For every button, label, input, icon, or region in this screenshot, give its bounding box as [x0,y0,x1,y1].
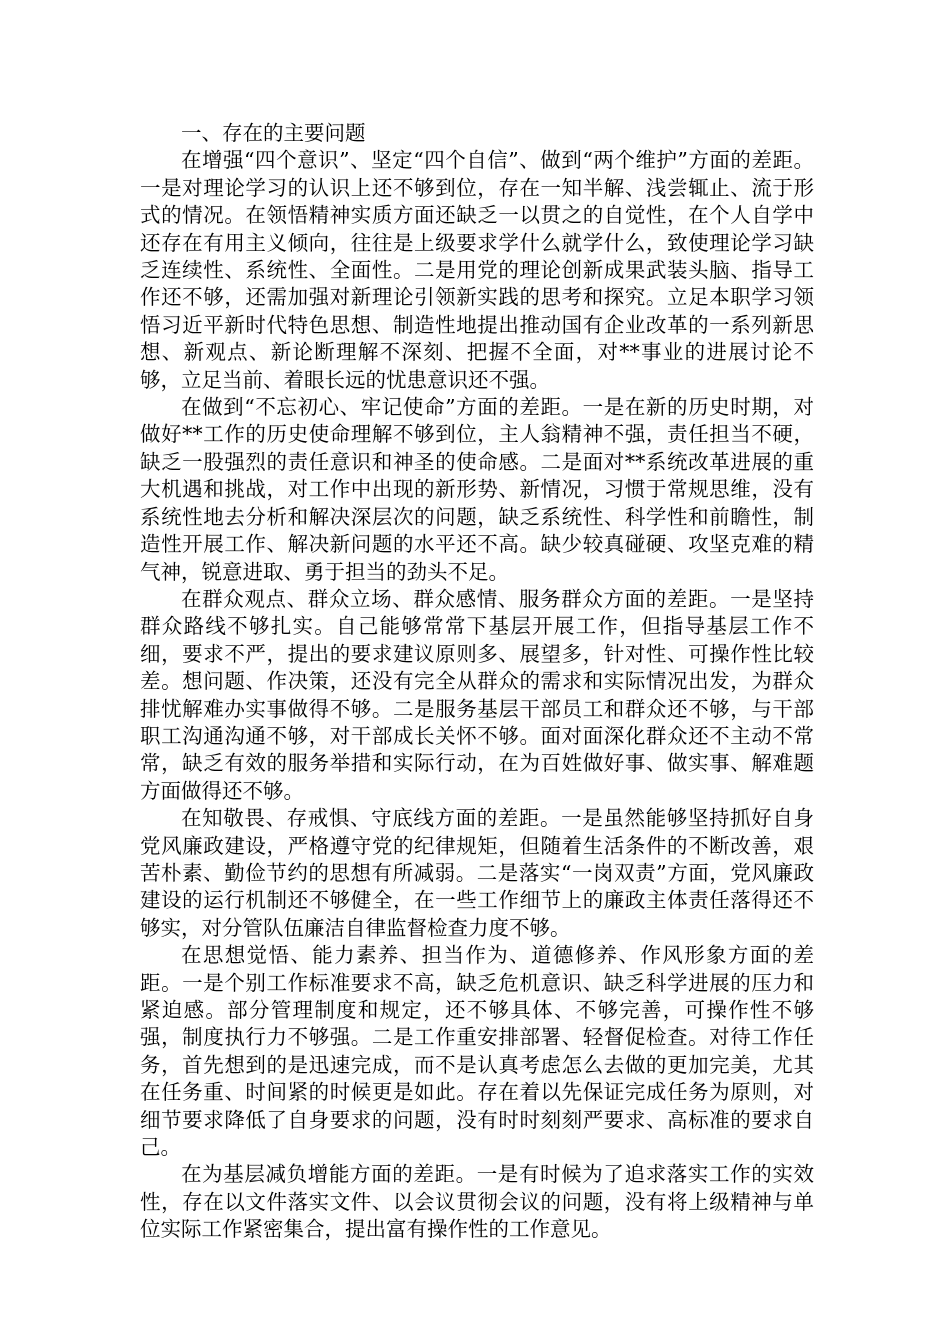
paragraph-discipline: 在知敬畏、存戒惧、守底线方面的差距。一是虽然能够坚持抓好自身党风廉政建设，严格遵守党的纪律规矩，但随着生活条件的不断改善，艰苦朴素、勤俭节约的思想有所减弱。二是落实“一岗双责”方面，党风廉政建设的运行机制还不够健全，在一些工作细节上的廉政主体责任落得还不够实，对分管队伍廉洁自律监督检查力度不够。 [140,806,814,940]
paragraph-ideology-capability: 在思想觉悟、能力素养、担当作为、道德修养、作风形象方面的差距。一是个别工作标准要求不高，缺乏危机意识、缺乏科学进展的压力和紧迫感。部分管理制度和规定，还不够具体、不够完善，可操作性不够强，制度执行力不够强。二是工作重安排部署、轻督促检查。对待工作任务，首先想到的是迅速完成，而不是认真考虑怎么去做的更加完美，尤其在任务重、时间紧的时候更是如此。存在着以先保证完成任务为原则，对细节要求降低了自身要求的问题，没有时时刻刻严要求、高标准的要求自己。 [140,943,814,1160]
paragraph-burden-reduction: 在为基层减负增能方面的差距。一是有时候为了追求落实工作的实效性，存在以文件落实文件、以会议贯彻会议的问题，没有将上级精神与单位实际工作紧密集合，提出富有操作性的工作意见。 [140,1162,814,1242]
document-body [140,120,814,1244]
paragraph-four-consciousness: 在增强“四个意识”、坚定“四个自信”、做到“两个维护”方面的差距。一是对理论学习的认识上还不够到位，存在一知半解、浅尝辄止、流于形式的情况。在领悟精神实质方面还缺乏一以贯之的自觉性，在个人自学中还存在有用主义倾向，往往是上级要求学什么就学什么，致使理论学习缺乏连续性、系统性、全面性。二是用党的理论创新成果武装头脑、指导工作还不够，还需加强对新理论引领新实践的思考和探究。立足本职学习领悟习近平新时代特色思想、制造性地提出推动国有企业改革的一系列新思想、新观点、新论断理解不深刻、把握不全面，对**事业的进展讨论不够，立足当前、着眼长远的忧患意识还不强。 [140,148,814,392]
paragraph-mass-line: 在群众观点、群众立场、群众感情、服务群众方面的差距。一是坚持群众路线不够扎实。自己能够常常下基层开展工作，但指导基层工作不细，要求不严，提出的要求建议原则多、展望多，针对性、可操作性比较差。想问题、作决策，还没有完全从群众的需求和实际情况出发，为群众排忧解难办实事做得不够。二是服务基层干部员工和群众还不够，与干部职工沟通沟通不够，对干部成长关怀不够。面对面深化群众还不主动不常常，缺乏有效的服务举措和实际行动，在为百姓做好事、做实事、解难题方面做得还不够。 [140,586,814,803]
section-heading: 一、存在的主要问题 [181,121,366,145]
paragraph-original-mission: 在做到“不忘初心、牢记使命”方面的差距。一是在新的历史时期，对做好**工作的历史使命理解不够到位，主人翁精神不强，责任担当不硬，缺乏一股强烈的责任意识和神圣的使命感。二是面对**系统改革进展的重大机遇和挑战，对工作中出现的新形势、新情况，习惯于常规思维，没有系统性地去分析和解决深层次的问题，缺乏系统性、科学性和前瞻性，制造性开展工作、解决新问题的水平还不高。缺少较真碰硬、攻坚克难的精气神，锐意进取、勇于担当的劲头不足。 [140,395,814,584]
